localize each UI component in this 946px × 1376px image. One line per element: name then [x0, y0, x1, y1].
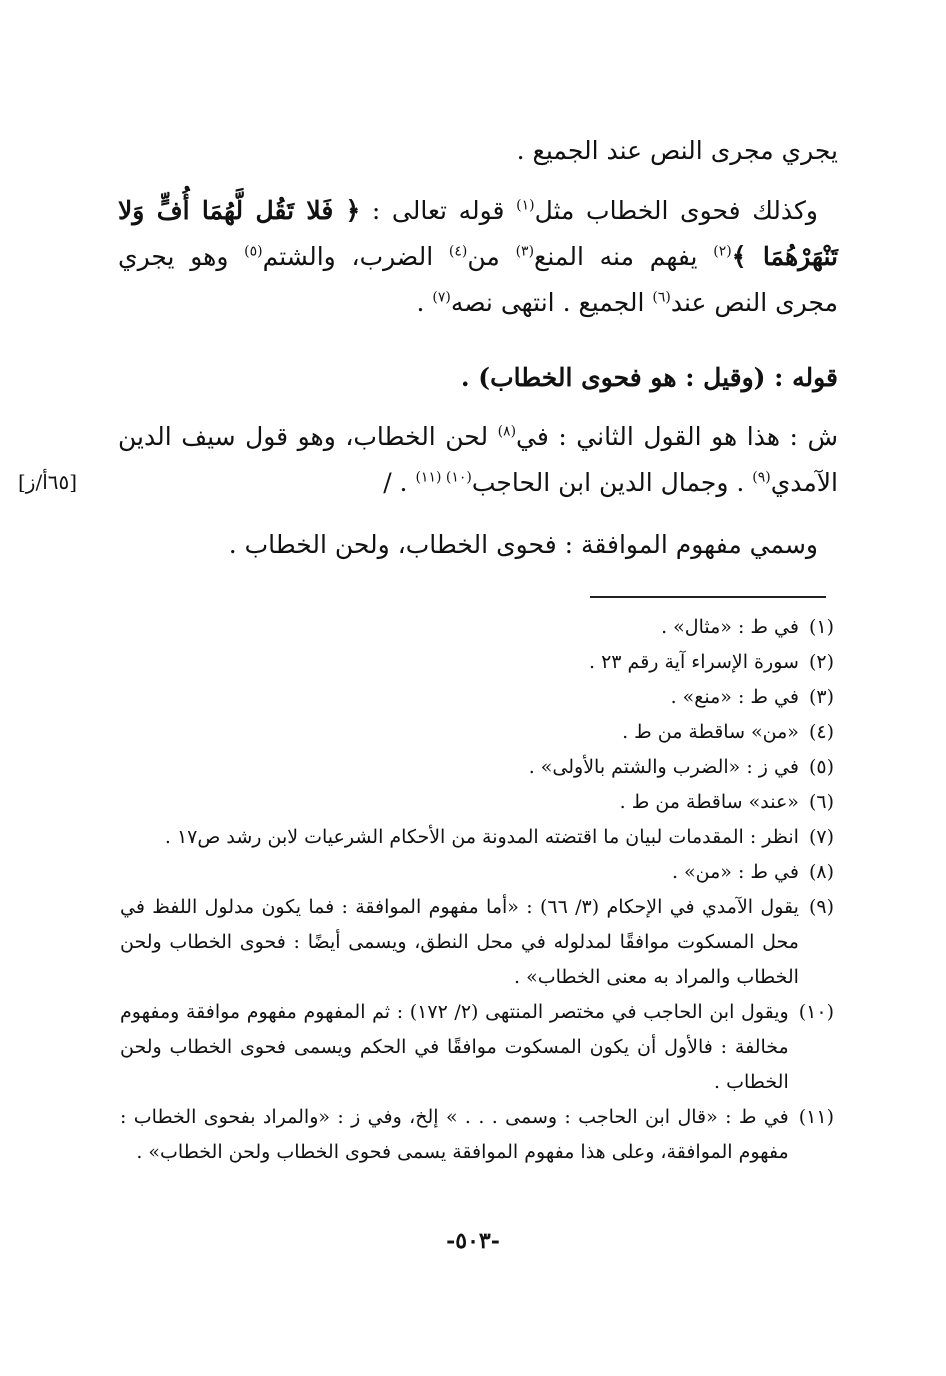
- footnote-number: (٣): [808, 686, 834, 708]
- footnote-number: (١١): [798, 1106, 834, 1128]
- footnote-number: (٢): [808, 651, 834, 673]
- footnote-number: (٨): [808, 861, 834, 883]
- p4-text-a: ش : هذا هو القول الثاني : في: [516, 422, 838, 451]
- p2-text-b: قوله تعالى :: [360, 196, 517, 225]
- footnote-text: سورة الإسراء آية رقم ٢٣ .: [589, 651, 799, 673]
- footnote-text: في ط : «مثال» .: [661, 616, 799, 638]
- footnote-text: انظر : المقدمات لبيان ما اقتضته المدونة من الأحكام الشرعيات لابن رشد ص١٧ .: [164, 826, 799, 848]
- footnote-item: [120, 645, 834, 680]
- footnote-text: «عند» ساقطة من ط .: [619, 791, 799, 813]
- footnote-number: (٩): [808, 896, 834, 918]
- footnote-ref-9[interactable]: (٩): [752, 469, 771, 486]
- footnote-item: [120, 995, 834, 1100]
- p2-text-g: الجميع . انتهى نصه: [450, 288, 653, 317]
- footnote-ref-6[interactable]: (٦): [652, 289, 671, 306]
- footnotes-list: [120, 610, 834, 1170]
- footnote-item: [120, 680, 834, 715]
- continuation-text: يجري مجرى النص عند الجميع .: [516, 136, 838, 165]
- manuscript-folio-marker: [٦٥أ/ز]: [18, 470, 78, 494]
- footnote-item: [120, 1100, 834, 1170]
- footnote-ref-8[interactable]: (٨): [497, 423, 517, 440]
- paragraph-commentary: [118, 414, 838, 506]
- footnote-ref-3[interactable]: (٣): [515, 243, 535, 260]
- footnote-ref-2[interactable]: (٢): [713, 243, 732, 260]
- p2-text-d: من: [467, 242, 516, 271]
- footnote-number: (١٠): [798, 1001, 834, 1023]
- footnote-text: في ز : «الضرب والشتم بالأولى» .: [528, 756, 799, 778]
- paragraph-definition: [118, 522, 838, 568]
- footnote-item: [120, 855, 834, 890]
- p2-text-e: الضرب، والشتم: [262, 242, 449, 271]
- footnote-ref-5[interactable]: (٥): [244, 243, 263, 260]
- p2-text-f: وهو يجري مجرى النص عند: [118, 242, 838, 317]
- footnote-ref-1[interactable]: (١): [516, 197, 535, 214]
- footnote-text: في ط : «من» .: [671, 861, 799, 883]
- footnote-ref-4[interactable]: (٤): [448, 243, 468, 260]
- footnote-item: [120, 715, 834, 750]
- quran-verse: ﴿ فَلا تَقُل لَّهُمَا أُفٍّ وَلا تَنْهَرْهُمَا ﴾: [118, 196, 838, 271]
- paragraph-fahwa-example: [118, 188, 838, 326]
- p4-text-d: . /: [383, 468, 416, 497]
- footnote-number: (٥): [808, 756, 834, 778]
- footnote-ref-7[interactable]: (٧): [432, 289, 451, 306]
- footnote-ref-10-11[interactable]: (١٠) (١١): [415, 469, 472, 486]
- footnote-item: [120, 820, 834, 855]
- p4-text-c: . وجمال الدين ابن الحاجب: [471, 468, 753, 497]
- qawluh-text: قوله : (وقيل : هو فحوى الخطاب) .: [460, 363, 838, 392]
- definition-text: وسمي مفهوم الموافقة : فحوى الخطاب، ولحن الخطاب .: [228, 530, 818, 559]
- footnote-number: (١): [808, 616, 834, 638]
- footnote-text: «من» ساقطة من ط .: [622, 721, 799, 743]
- footnote-number: (٧): [808, 826, 834, 848]
- footnote-text: في ط : «قال ابن الحاجب : وسمى . . . » إلخ، وفي ز : «والمراد بفحوى الخطاب : مفهوم الموافقة، وعلى هذا مفهوم الموافقة يسمى فحوى الخطاب ولحن الخطاب» .: [120, 1106, 789, 1163]
- p2-text-a: وكذلك فحوى الخطاب مثل: [534, 196, 818, 225]
- p4-text-b: لحن الخطاب، وهو قول سيف الدين الآمدي: [118, 422, 838, 497]
- footnote-item: [120, 610, 834, 645]
- heading-qawluh: [118, 355, 838, 401]
- footnote-number: (٦): [808, 791, 834, 813]
- footnote-number: (٤): [808, 721, 834, 743]
- footnote-item: [120, 750, 834, 785]
- footnote-item: [120, 890, 834, 995]
- p2-text-h: .: [416, 288, 433, 317]
- text-line-continuation: [118, 128, 838, 174]
- footnote-text: يقول الآمدي في الإحكام (٣/ ٦٦) : «أما مفهوم الموافقة : فما يكون مدلول اللفظ في محل المسكوت موافقًا لمدلوله في محل النطق، ويسمى أيضًا : فحوى الخطاب ولحن الخطاب والمراد به معنى الخطاب» .: [120, 896, 799, 988]
- footnote-text: ويقول ابن الحاجب في مختصر المنتهى (٢/ ١٧٢) : ثم المفهوم مفهوم موافقة ومفهوم مخالفة : فالأول أن يكون المسكوت موافقًا في الحكم ويسمى فحوى الخطاب ولحن الخطاب .: [120, 1001, 789, 1093]
- p2-text-c: يفهم منه المنع: [534, 242, 714, 271]
- footnote-separator: [590, 596, 826, 598]
- page-number: -٥٠٣-: [446, 1228, 500, 1254]
- footnote-text: في ط : «منع» .: [670, 686, 799, 708]
- footnote-item: [120, 785, 834, 820]
